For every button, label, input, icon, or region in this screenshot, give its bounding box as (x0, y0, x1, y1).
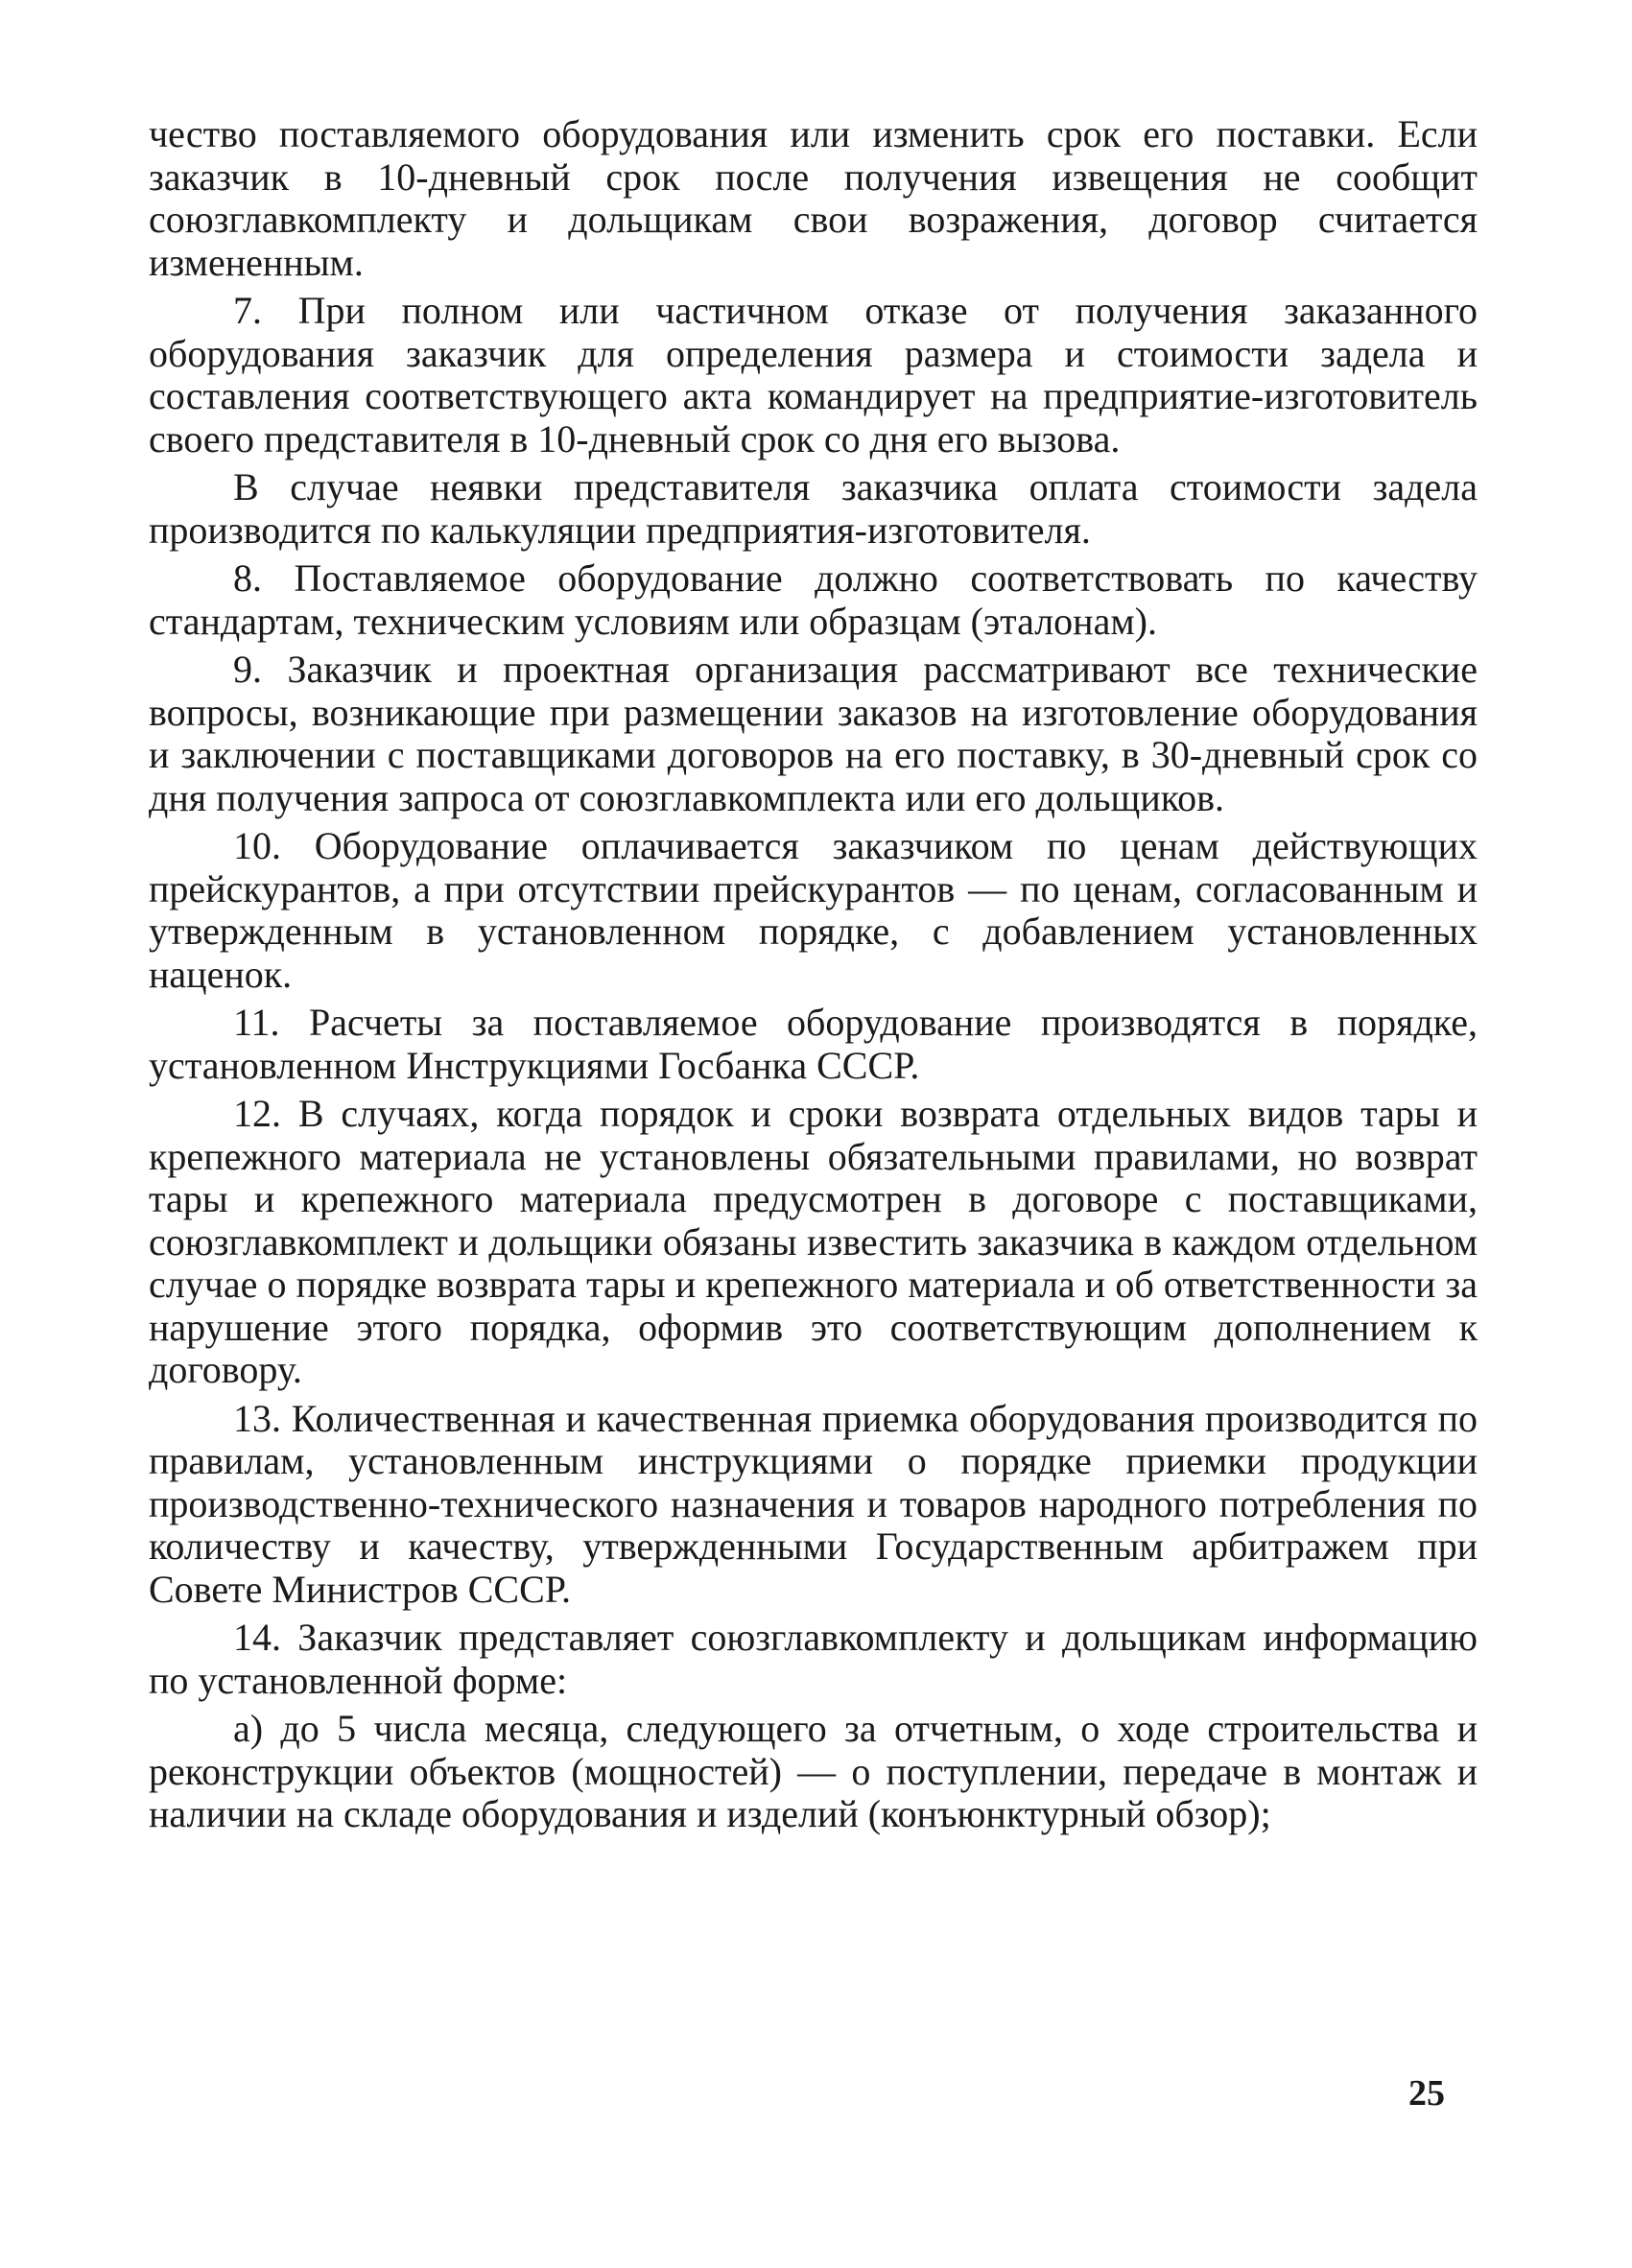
paragraph-item-9: 9. Заказчик и проектная организация рассматривают все технические вопросы, возникающие при размещении заказов на изготовление оборудования и заключении с поставщиками договоров на его поставку, в 30-дневный срок со дня получения запроса от союзглавкомплекта или его дольщиков. (149, 648, 1478, 819)
paragraph-item-14: 14. Заказчик представляет союзглавкомплекту и дольщикам информацию по установленной форме: (149, 1616, 1478, 1702)
paragraph-continuation: чество поставляемого оборудования или изменить срок его поставки. Если заказчик в 10-дневный срок после получения извещения не сообщит союзглавкомплекту и дольщикам свои возражения, договор считается измененным. (149, 112, 1478, 284)
paragraph-item-14a: а) до 5 числа месяца, следующего за отчетным, о ходе строительства и реконструкции объектов (мощностей) — о поступлении, передаче в монтаж и наличии на складе оборудования и изделий (конъюнктурный обзор); (149, 1707, 1478, 1835)
paragraph-item-8: 8. Поставляемое оборудование должно соответствовать по качеству стандартам, техническим условиям или образцам (эталонам). (149, 556, 1478, 643)
paragraph-item-12: 12. В случаях, когда порядок и сроки возврата отдельных видов тары и крепежного материала не установлены обязательными правилами, но возврат тары и крепежного материала предусмотрен в договоре с поставщиками, союзглавкомплект и дольщики обязаны известить заказчика в каждом отдельном случае о порядке возврата тары и крепежного материала и об ответственности за нарушение этого порядка, оформив это соответствующим дополнением к договору. (149, 1092, 1478, 1391)
paragraph-item-10: 10. Оборудование оплачивается заказчиком по ценам действующих прейскурантов, а при отсутствии прейскурантов — по ценам, согласованным и утвержденным в установленном порядке, с добавлением установленных наценок. (149, 824, 1478, 996)
page-number: 25 (1408, 2073, 1445, 2114)
paragraph-item-7: 7. При полном или частичном отказе от получения заказанного оборудования заказчик для определения размера и стоимости задела и составления соответствующего акта командирует на предприятие-изготовитель своего представителя в 10-дневный срок со дня его вызова. (149, 289, 1478, 461)
paragraph-item-7-note: В случае неявки представителя заказчика оплата стоимости задела производится по калькуляции предприятия-изготовителя. (149, 465, 1478, 552)
paragraph-item-11: 11. Расчеты за поставляемое оборудование производятся в порядке, установленном Инструкциями Госбанка СССР. (149, 1001, 1478, 1087)
paragraph-item-13: 13. Количественная и качественная приемка оборудования производится по правилам, установленным инструкциями о порядке приемки продукции производственно-технического назначения и товаров народного потребления по количеству и качеству, утвержденными Государственным арбитражем при Совете Министров СССР. (149, 1396, 1478, 1611)
document-page (149, 113, 1478, 1842)
